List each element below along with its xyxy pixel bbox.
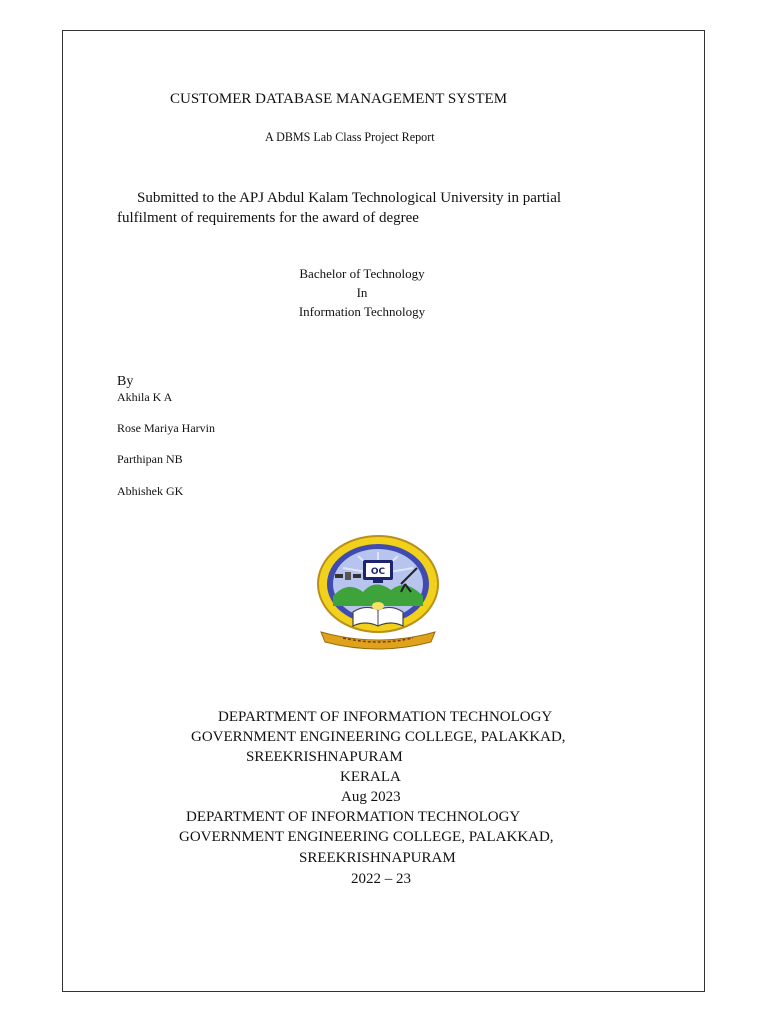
report-subtitle: A DBMS Lab Class Project Report: [265, 129, 435, 144]
footer-location: SREEKRISHNAPURAM: [246, 749, 403, 765]
footer-college-2: GOVERNMENT ENGINEERING COLLEGE, PALAKKAD,: [179, 829, 554, 845]
report-title: CUSTOMER DATABASE MANAGEMENT SYSTEM: [170, 91, 508, 107]
footer-department: DEPARTMENT OF INFORMATION TECHNOLOGY: [218, 709, 553, 725]
author-name: Abhishek GK: [117, 484, 184, 498]
degree-name: Bachelor of Technology: [299, 266, 425, 281]
footer-state: KERALA: [340, 769, 401, 785]
author-name: Parthipan NB: [117, 452, 183, 466]
submission-statement: [117, 188, 617, 228]
by-label: By: [117, 374, 134, 389]
submission-line-2: fulfilment of requirements for the award of degree: [117, 210, 419, 226]
svg-text:OC: OC: [370, 567, 386, 577]
footer-location-2: SREEKRISHNAPURAM: [299, 850, 456, 866]
college-emblem-icon: [313, 534, 443, 652]
degree-branch: Information Technology: [298, 304, 426, 319]
footer-department-2: DEPARTMENT OF INFORMATION TECHNOLOGY: [186, 809, 521, 825]
submission-line-1: Submitted to the APJ Abdul Kalam Technological University in partial: [137, 190, 562, 206]
author-name: Akhila K A: [117, 390, 173, 404]
footer-college: GOVERNMENT ENGINEERING COLLEGE, PALAKKAD,: [191, 729, 566, 745]
footer-date: Aug 2023: [341, 789, 401, 805]
author-name: Rose Mariya Harvin: [117, 421, 215, 435]
footer-academic-year: 2022 – 23: [351, 871, 411, 887]
degree-in: In: [356, 285, 368, 300]
degree-block: [0, 264, 724, 321]
